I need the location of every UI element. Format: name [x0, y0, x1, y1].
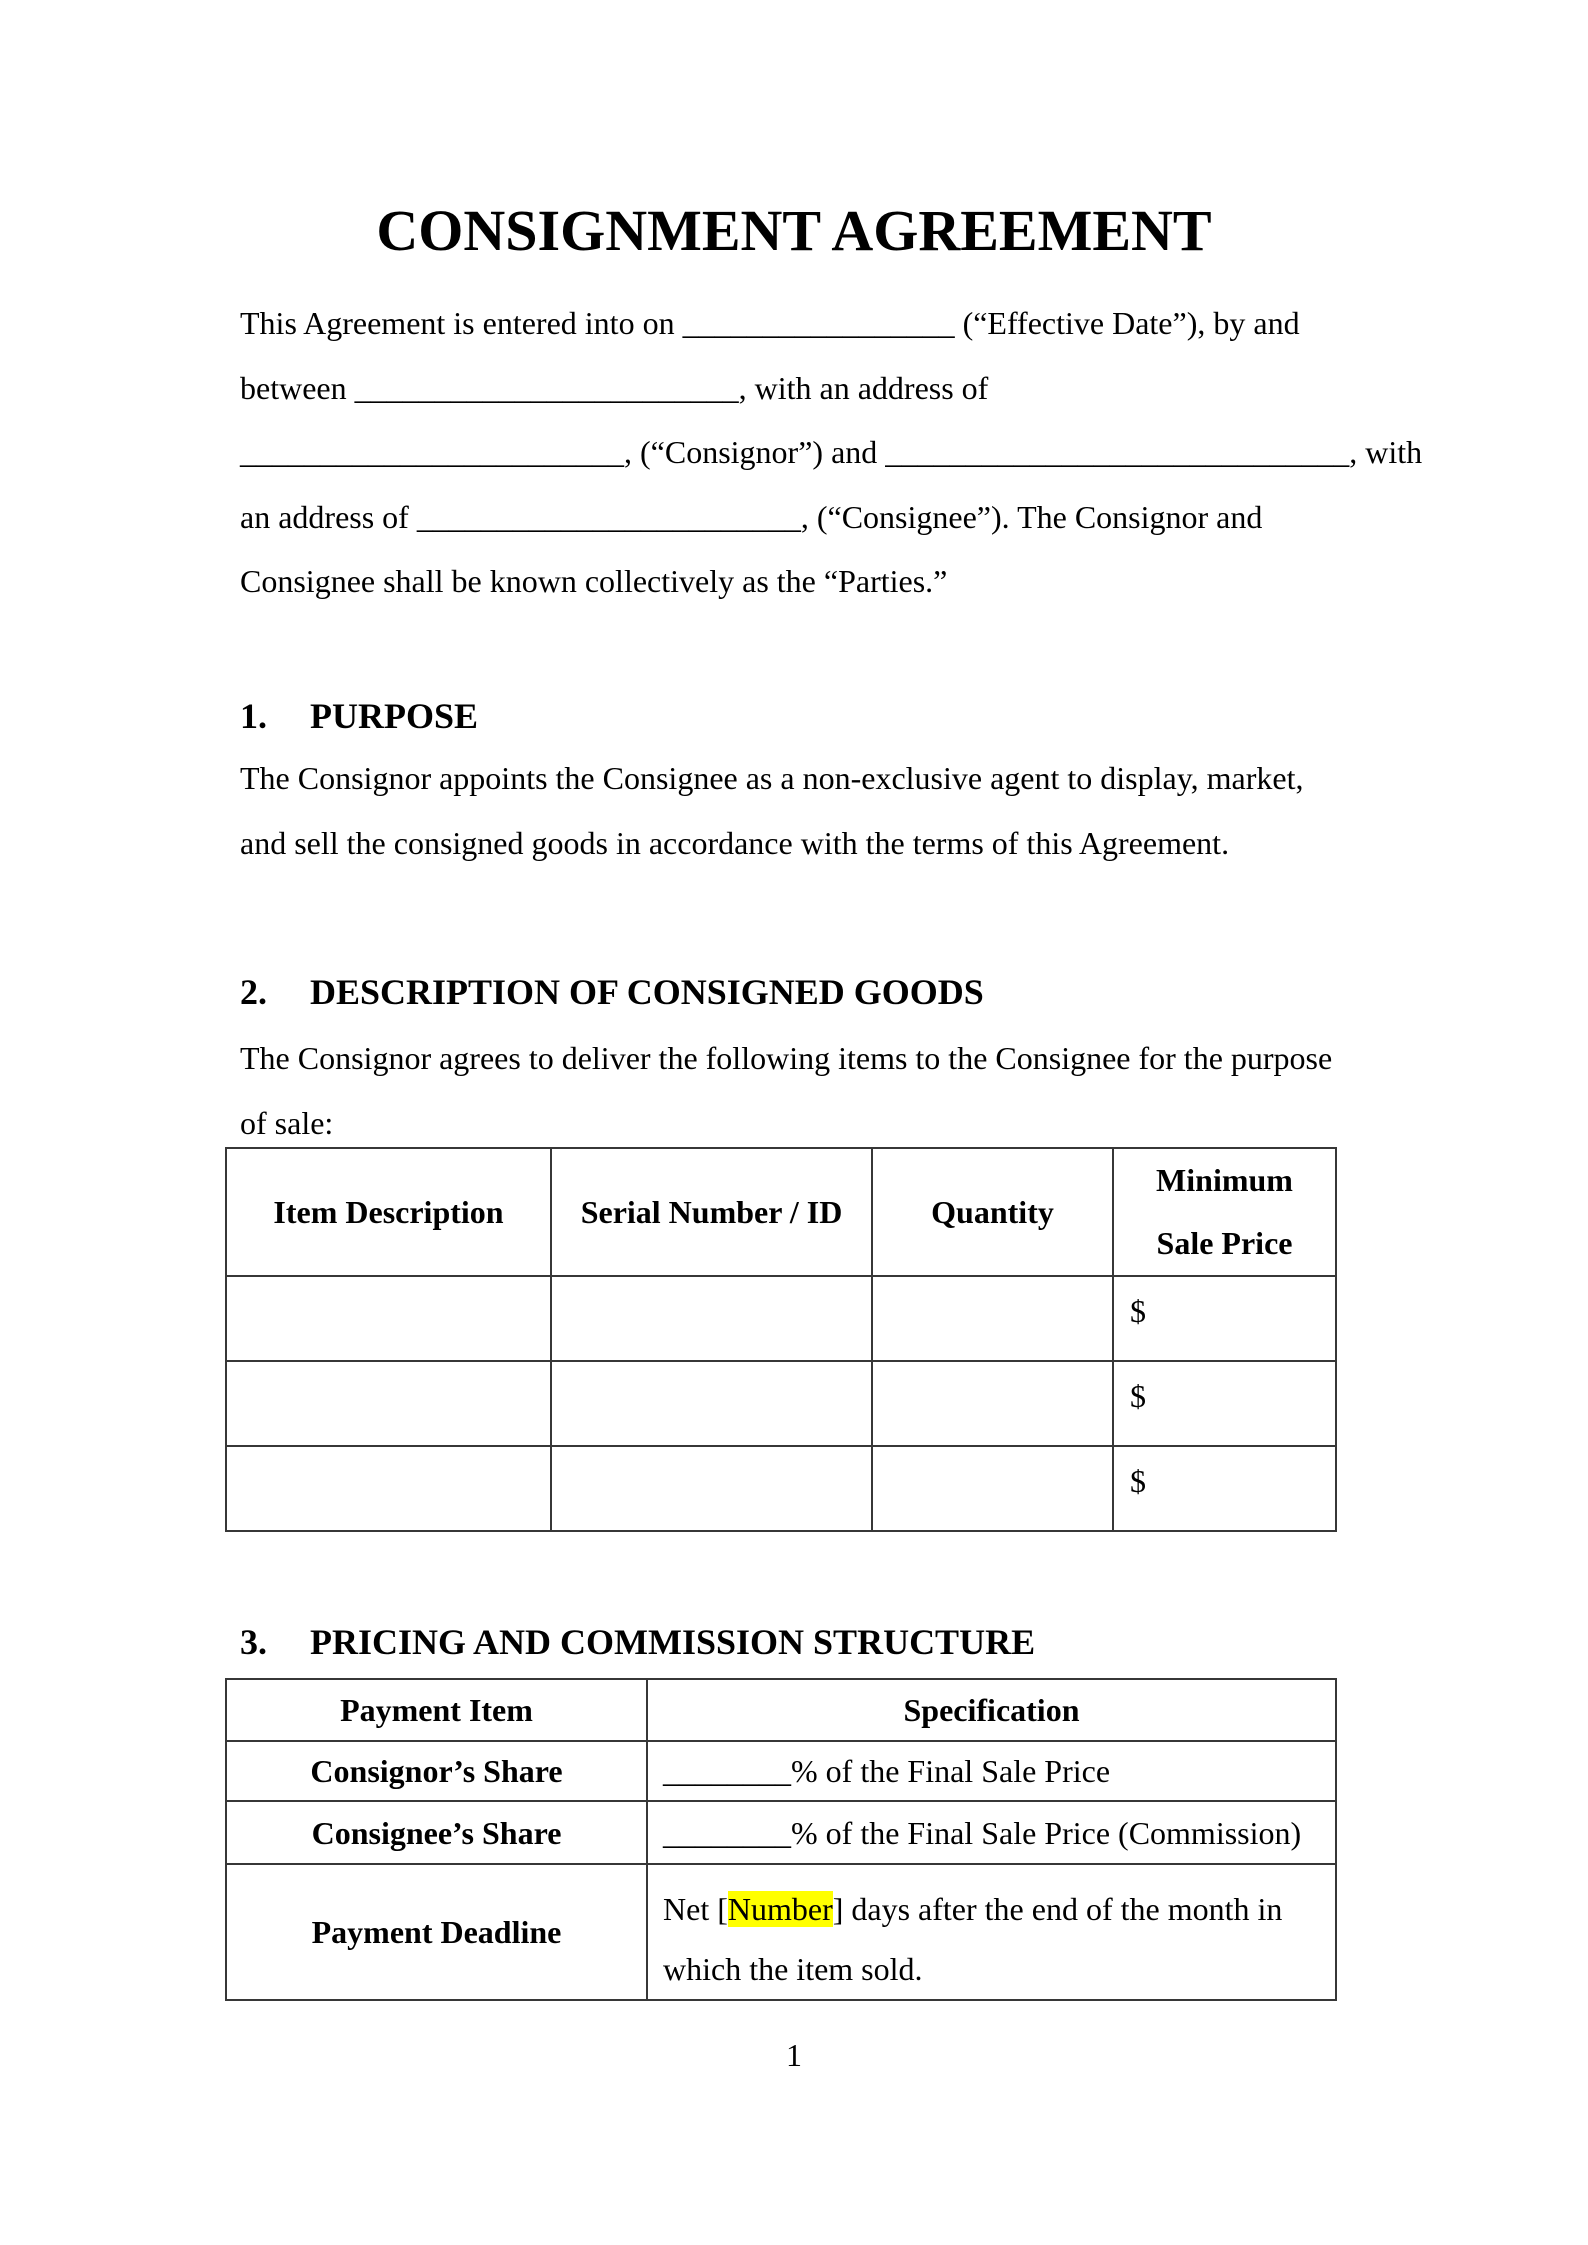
consignee-share-label: Consignee’s Share	[226, 1801, 647, 1864]
section-2-number: 2.	[240, 972, 267, 1012]
section-1-body-line-2: and sell the consigned goods in accordance with the terms of this Agreement.	[240, 824, 1230, 861]
goods-row3-quantity-cell	[872, 1446, 1113, 1531]
intro-line-1: This Agreement is entered into on _________________ (“Effective Date”), by and	[240, 305, 1300, 341]
goods-row2-item-cell	[226, 1361, 551, 1446]
pricing-row-consignor-share	[226, 1741, 1336, 1801]
payment-deadline-spec-line2: which the item sold.	[663, 1951, 923, 1987]
page-number: 1	[786, 2037, 802, 2073]
spec-suffix: ] days after the end of the month in	[832, 1891, 1283, 1927]
pricing-header-specification: Specification	[647, 1679, 1336, 1741]
goods-row3-serial-cell	[551, 1446, 872, 1531]
goods-row2-quantity-cell	[872, 1361, 1113, 1446]
intro-line-2: between ________________________, with an address of	[240, 369, 989, 406]
goods-row1-price-cell	[1113, 1276, 1336, 1361]
goods-header-minimum-line1: Minimum	[1156, 1162, 1293, 1198]
goods-row3-item-cell	[226, 1446, 551, 1531]
section-2-heading	[240, 972, 1420, 1012]
consignee-share-spec: ________% of the Final Sale Price (Commission)	[647, 1801, 1336, 1864]
pricing-row-payment-deadline	[226, 1864, 1336, 2000]
goods-header-minimum-line2: Sale Price	[1156, 1225, 1293, 1261]
section-1-title: PURPOSE	[310, 696, 479, 736]
dollar-sign: $	[1130, 1293, 1146, 1329]
highlighted-placeholder: Number	[727, 1891, 833, 1927]
section-2-body-line-2: of sale:	[240, 1104, 334, 1141]
consignor-share-spec: ________% of the Final Sale Price	[647, 1741, 1336, 1801]
section-3-heading	[240, 1622, 1420, 1662]
spec-prefix: Net [	[663, 1891, 728, 1927]
goods-table-header-row	[226, 1148, 1336, 1276]
section-3-number: 3.	[240, 1622, 267, 1662]
goods-row1-item-cell	[226, 1276, 551, 1361]
intro-line-5: Consignee shall be known collectively as the “Parties.”	[240, 563, 948, 599]
goods-row3-price-cell	[1113, 1446, 1336, 1531]
section-1-body-line-1: The Consignor appoints the Consignee as a non-exclusive agent to display, market,	[240, 760, 1304, 796]
goods-table-row-2	[226, 1361, 1336, 1446]
pricing-table	[225, 1678, 1337, 2001]
section-2-body	[240, 1026, 1420, 1155]
section-1-heading	[240, 696, 1420, 736]
payment-deadline-spec-line1	[663, 1879, 1335, 1939]
section-1-body	[240, 746, 1420, 875]
section-2-title: DESCRIPTION OF CONSIGNED GOODS	[310, 972, 984, 1012]
document-title: CONSIGNMENT AGREEMENT	[376, 198, 1212, 263]
payment-deadline-spec	[647, 1864, 1336, 2000]
pricing-row-consignee-share	[226, 1801, 1336, 1864]
goods-header-serial-number: Serial Number / ID	[551, 1148, 872, 1276]
intro-paragraph	[240, 291, 1423, 614]
intro-line-4: an address of ________________________, (“Consignee”). The Consignor and	[240, 498, 1263, 535]
section-1-number: 1.	[240, 696, 267, 736]
pricing-table-header-row	[226, 1679, 1336, 1741]
consignor-share-label: Consignor’s Share	[226, 1741, 647, 1801]
pricing-header-payment-item: Payment Item	[226, 1679, 647, 1741]
goods-header-minimum-sale-price	[1113, 1148, 1336, 1276]
goods-row1-serial-cell	[551, 1276, 872, 1361]
dollar-sign: $	[1130, 1463, 1146, 1499]
goods-header-quantity: Quantity	[872, 1148, 1113, 1276]
goods-row1-quantity-cell	[872, 1276, 1113, 1361]
goods-row2-price-cell	[1113, 1361, 1336, 1446]
goods-header-item-description: Item Description	[226, 1148, 551, 1276]
intro-line-3: ________________________, (“Consignor”) and _____________________________, with	[240, 434, 1423, 470]
payment-deadline-label: Payment Deadline	[226, 1864, 647, 2000]
goods-table	[225, 1147, 1337, 1532]
section-2-body-line-1: The Consignor agrees to deliver the following items to the Consignee for the purpose	[240, 1040, 1333, 1076]
goods-row2-serial-cell	[551, 1361, 872, 1446]
dollar-sign: $	[1130, 1378, 1146, 1414]
goods-table-row-1	[226, 1276, 1336, 1361]
goods-table-row-3	[226, 1446, 1336, 1531]
section-3-title: PRICING AND COMMISSION STRUCTURE	[310, 1622, 1036, 1662]
